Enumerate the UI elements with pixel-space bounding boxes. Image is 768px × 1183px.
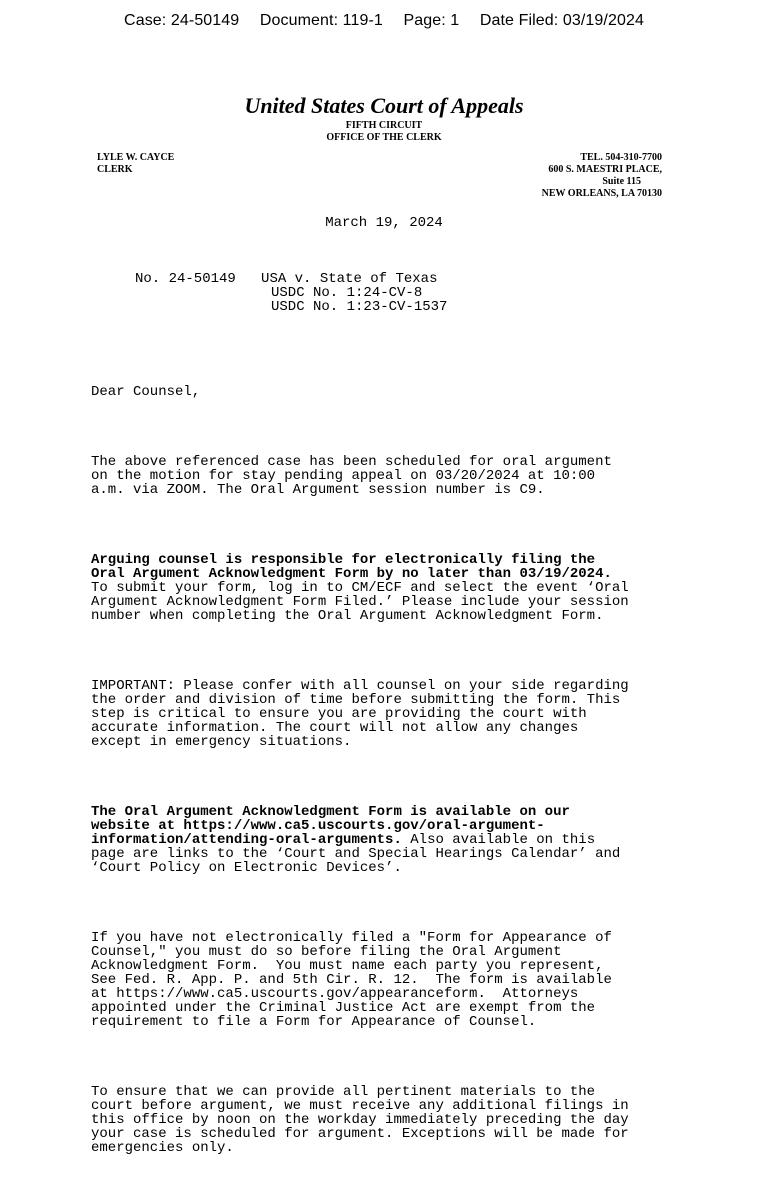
clerk-name: LYLE W. CAYCE [97, 152, 175, 163]
salutation: Dear Counsel, [91, 384, 201, 400]
letter-date: March 19, 2024 [325, 215, 443, 231]
address-line-3: NEW ORLEANS, LA 70130 [541, 188, 662, 199]
court-title: United States Court of Appeals [244, 93, 524, 118]
stamp-case: Case: 24-50149 [124, 12, 240, 29]
paragraph-important: IMPORTANT: Please confer with all counsel on your side regarding the order and division of time before submitting the form. This step is critical to ensure you are providing the court with accurate information. The court will not allow any changes except in emergency situations. [91, 678, 629, 750]
stamp-filed: Date Filed: 03/19/2024 [479, 12, 644, 29]
paragraph-filings-deadline: To ensure that we can provide all pertinent materials to the court before argument, we must receive any additional filings in this office by noon on the workday immediately preceding the day your case is scheduled for argument. Exceptions will be made for emergencies only. [91, 1084, 629, 1156]
paragraph-appearance: If you have not electronically filed a "Form for Appearance of Counsel," you must do so before filing the Oral Argument Acknowledgment Form. You must name each party you represent, See Fed. R. App. P. and 5th Cir. R. 12. The form is available at https://www.ca5.uscourts.gov/appearanceform. Attorneys appointed under the Criminal Justice Act are exempt from the requirement to file a Form for Appearance of Counsel. [91, 930, 612, 1030]
docket-stamp [0, 12, 768, 30]
case-number: No. 24-50149 [135, 271, 236, 287]
stamp-page: Page: 1 [403, 12, 460, 29]
circuit-line: FIFTH CIRCUIT [345, 120, 423, 131]
address-line-1: 600 S. MAESTRI PLACE, [548, 164, 662, 175]
stamp-document: Document: 119-1 [259, 12, 383, 29]
address-line-2: Suite 115 [602, 176, 641, 187]
letter-body [91, 357, 691, 1183]
telephone: TEL. 504-310-7700 [580, 152, 662, 163]
clerk-title: CLERK [97, 164, 133, 175]
case-title: USA v. State of Texas [261, 271, 438, 287]
usdc-number-2: USDC No. 1:23-CV-1537 [271, 299, 448, 315]
case-caption [135, 272, 447, 314]
paragraph-scheduling: The above referenced case has been scheduled for oral argument on the motion for stay pending appeal on 03/20/2024 at 10:00 a.m. via ZOOM. The Oral Argument session number is C9. [91, 454, 612, 498]
clerk-block [97, 152, 174, 176]
usdc-number-1: USDC No. 1:24-CV-8 [271, 285, 423, 301]
paragraph-filing: Arguing counsel is responsible for electronically filing the Oral Argument Acknowledgment Form by no later than 03/19/2024. To submit your form, log in to CM/ECF and select the event ‘Oral Argument Acknowledgment Form Filed.’ Please include your session number when completing the Oral Argument Acknowledgment Form. [91, 552, 629, 624]
address-block [542, 152, 662, 200]
office-line: OFFICE OF THE CLERK [326, 132, 442, 143]
paragraph-form-availability: The Oral Argument Acknowledgment Form is available on our website at https://www.ca5.uscourts.gov/oral-argument- information/attending-oral-arguments. Also available on this page are links to the ‘Court and Special Hearings Calendar’ and ‘Court Policy on Electronic Devices’. [91, 804, 621, 876]
